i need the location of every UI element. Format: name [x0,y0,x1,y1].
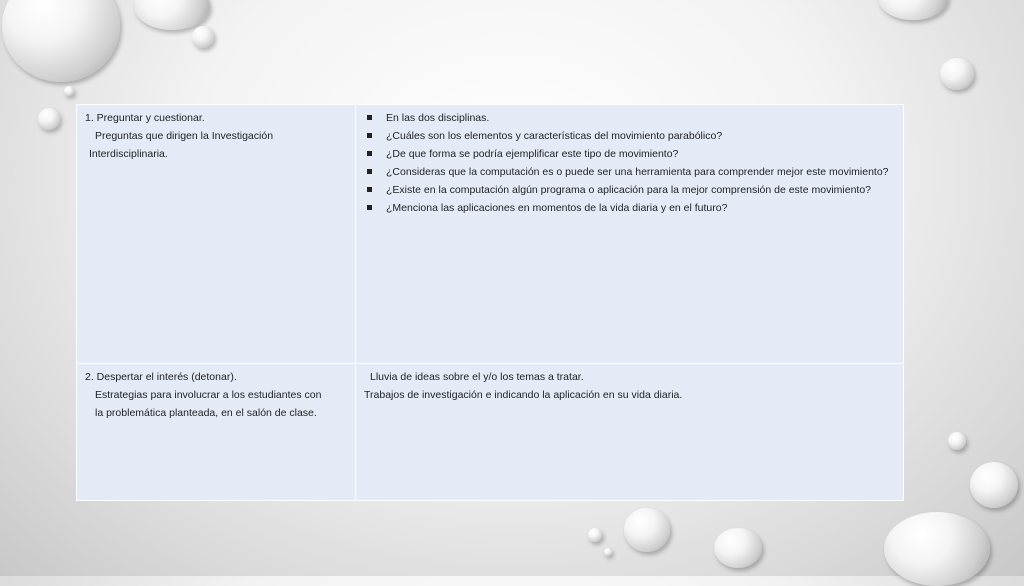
table-cell-activities [356,363,904,500]
table-cell-stage-1 [77,105,356,364]
stage-2-description: Estrategias para involucrar a los estudiantes con [95,388,322,401]
water-drop-decoration [588,528,602,542]
water-drop-decoration [2,0,120,82]
activity-line-1: Lluvia de ideas sobre el y/o los temas a tratar. [370,370,584,383]
list-item: ¿De que forma se podría ejemplificar este tipo de movimiento? [364,145,895,163]
water-drop-decoration [884,512,990,586]
list-item: ¿Menciona las aplicaciones en momentos de la vida diaria y en el futuro? [364,199,895,217]
list-item: ¿Existe en la computación algún programa o aplicación para la mejor comprensión de este movimiento? [364,181,895,199]
water-drop-decoration [970,462,1018,508]
stage-1-description-cont: Interdisciplinaria. [89,148,168,160]
questions-list [364,109,895,217]
water-drop-decoration [38,108,60,130]
stage-2-title: 2. Despertar el interés (detonar). [85,370,237,383]
stage-1-description: Preguntas que dirigen la Investigación [95,130,274,142]
content-table [76,104,904,501]
table-row [77,363,904,500]
water-drop-decoration [624,508,670,552]
water-drop-decoration [940,58,974,90]
stage-2-description-cont: la problemática planteada, en el salón de clase. [95,406,317,419]
water-drop-decoration [192,26,214,48]
table-row [77,105,904,364]
table-cell-questions [356,105,904,364]
stage-1-title: 1. Preguntar y cuestionar. [85,112,205,124]
water-drop-decoration [604,548,612,556]
table-cell-stage-2 [77,363,356,500]
water-drop-decoration [64,86,74,96]
activity-line-2: Trabajos de investigación e indicando la aplicación en su vida diaria. [364,388,683,401]
list-item: ¿Consideras que la computación es o puede ser una herramienta para comprender mejor este movimiento? [364,163,895,181]
water-drop-decoration [714,528,762,568]
water-drop-decoration [878,0,948,20]
list-item: ¿Cuáles son los elementos y características del movimiento parabólico? [364,127,895,145]
water-drop-decoration [948,432,966,450]
water-drop-decoration [134,0,210,30]
list-item: En las dos disciplinas. [364,109,895,127]
